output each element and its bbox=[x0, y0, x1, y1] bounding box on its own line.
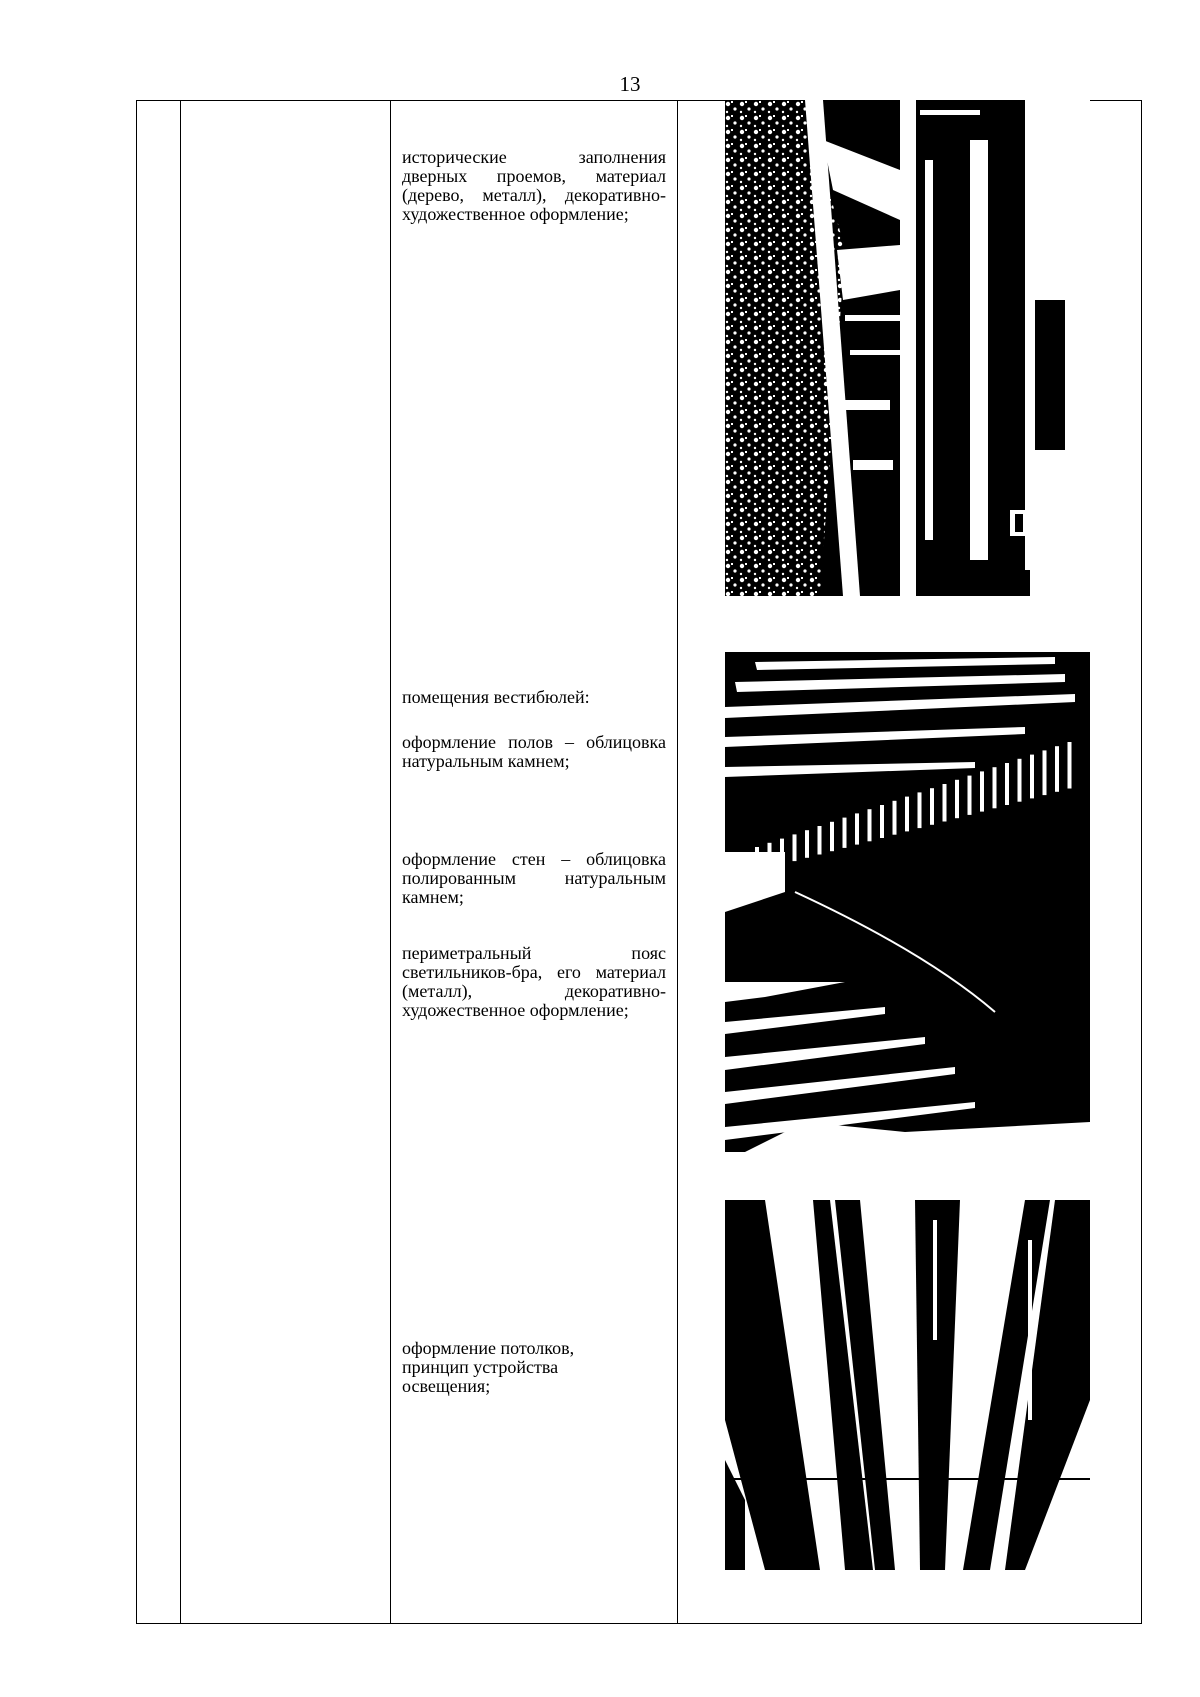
vestibule-photo bbox=[725, 652, 1090, 1167]
text-doors: исторические заполнения дверных проемов, материал (дерево, металл), декоративно-художественное оформление; bbox=[402, 147, 666, 224]
door-photo bbox=[725, 100, 1090, 596]
text-vestibule: помещения вестибюлей: bbox=[402, 687, 590, 707]
column-divider bbox=[677, 101, 678, 1623]
ceiling-photo bbox=[725, 1200, 1090, 1570]
column-divider bbox=[390, 101, 391, 1623]
text-lamps: периметральный пояс светильников-бра, его материал (металл), декоративно-художественное оформление; bbox=[402, 943, 666, 1020]
column-divider bbox=[180, 101, 181, 1623]
page-number: 13 bbox=[619, 72, 641, 96]
text-walls: оформление стен – облицовка полированным натуральным камнем; bbox=[402, 849, 666, 907]
text-ceilings: оформление потолков, принцип устройства освещения; bbox=[402, 1338, 575, 1396]
text-floors: оформление полов – облицовка натуральным камнем; bbox=[402, 732, 666, 771]
